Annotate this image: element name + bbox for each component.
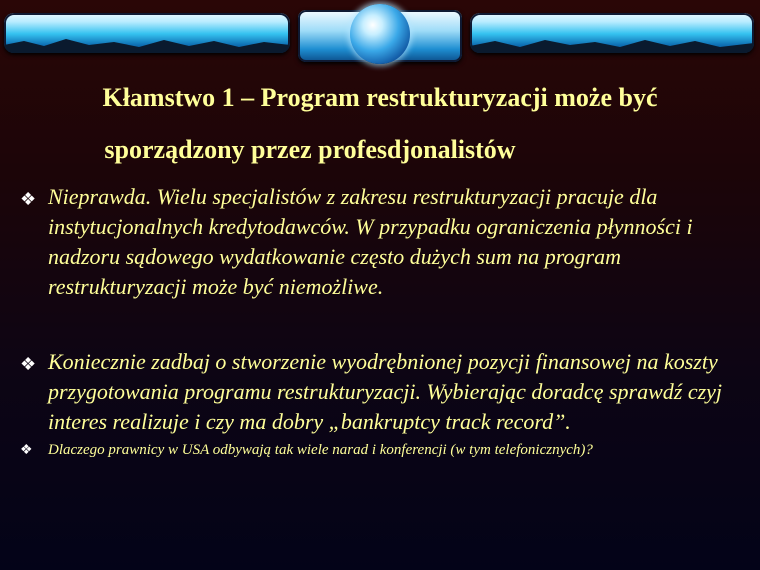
- bullet-text: Koniecznie zadbaj o stworzenie wyodrębnionej pozycji finansowej na koszty przygotowania programu restrukturyzacji. Wybierając doradcę sprawdź czyj interes realizuje i czy ma dobry „bankruptcy track record”.: [48, 349, 723, 434]
- diamond-cluster-icon: ❖: [20, 443, 33, 458]
- banner-bar-left: [4, 13, 290, 53]
- bullet-list: [18, 182, 748, 461]
- header-banner: [0, 10, 760, 62]
- bullet-item: [18, 439, 748, 461]
- slide-title-line2: sporządzony przez profesdjonalistów: [104, 135, 516, 164]
- mountain-silhouette-icon: [470, 35, 754, 53]
- diamond-cluster-icon: ❖: [20, 354, 37, 374]
- bullet-item: [18, 347, 748, 437]
- bullet-text: Dlaczego prawnicy w USA odbywają tak wiele narad i konferencji (w tym telefonicznych)?: [48, 442, 593, 458]
- banner-bar-right: [470, 13, 754, 53]
- bullet-item: [18, 182, 748, 302]
- bullet-text: Nieprawda. Wielu specjalistów z zakresu restrukturyzacji pracuje dla instytucjonalnych kredytodawców. W przypadku ograniczenia płynności i nadzoru sądowego wydatkowanie często dużych sum na program restrukturyzacji może być niemożliwe.: [48, 184, 693, 299]
- slide-title-line1: Kłamstwo 1 – Program restrukturyzacji może być: [102, 83, 658, 112]
- mountain-silhouette-icon: [4, 35, 290, 53]
- diamond-cluster-icon: ❖: [20, 189, 37, 209]
- globe-icon: [350, 4, 410, 64]
